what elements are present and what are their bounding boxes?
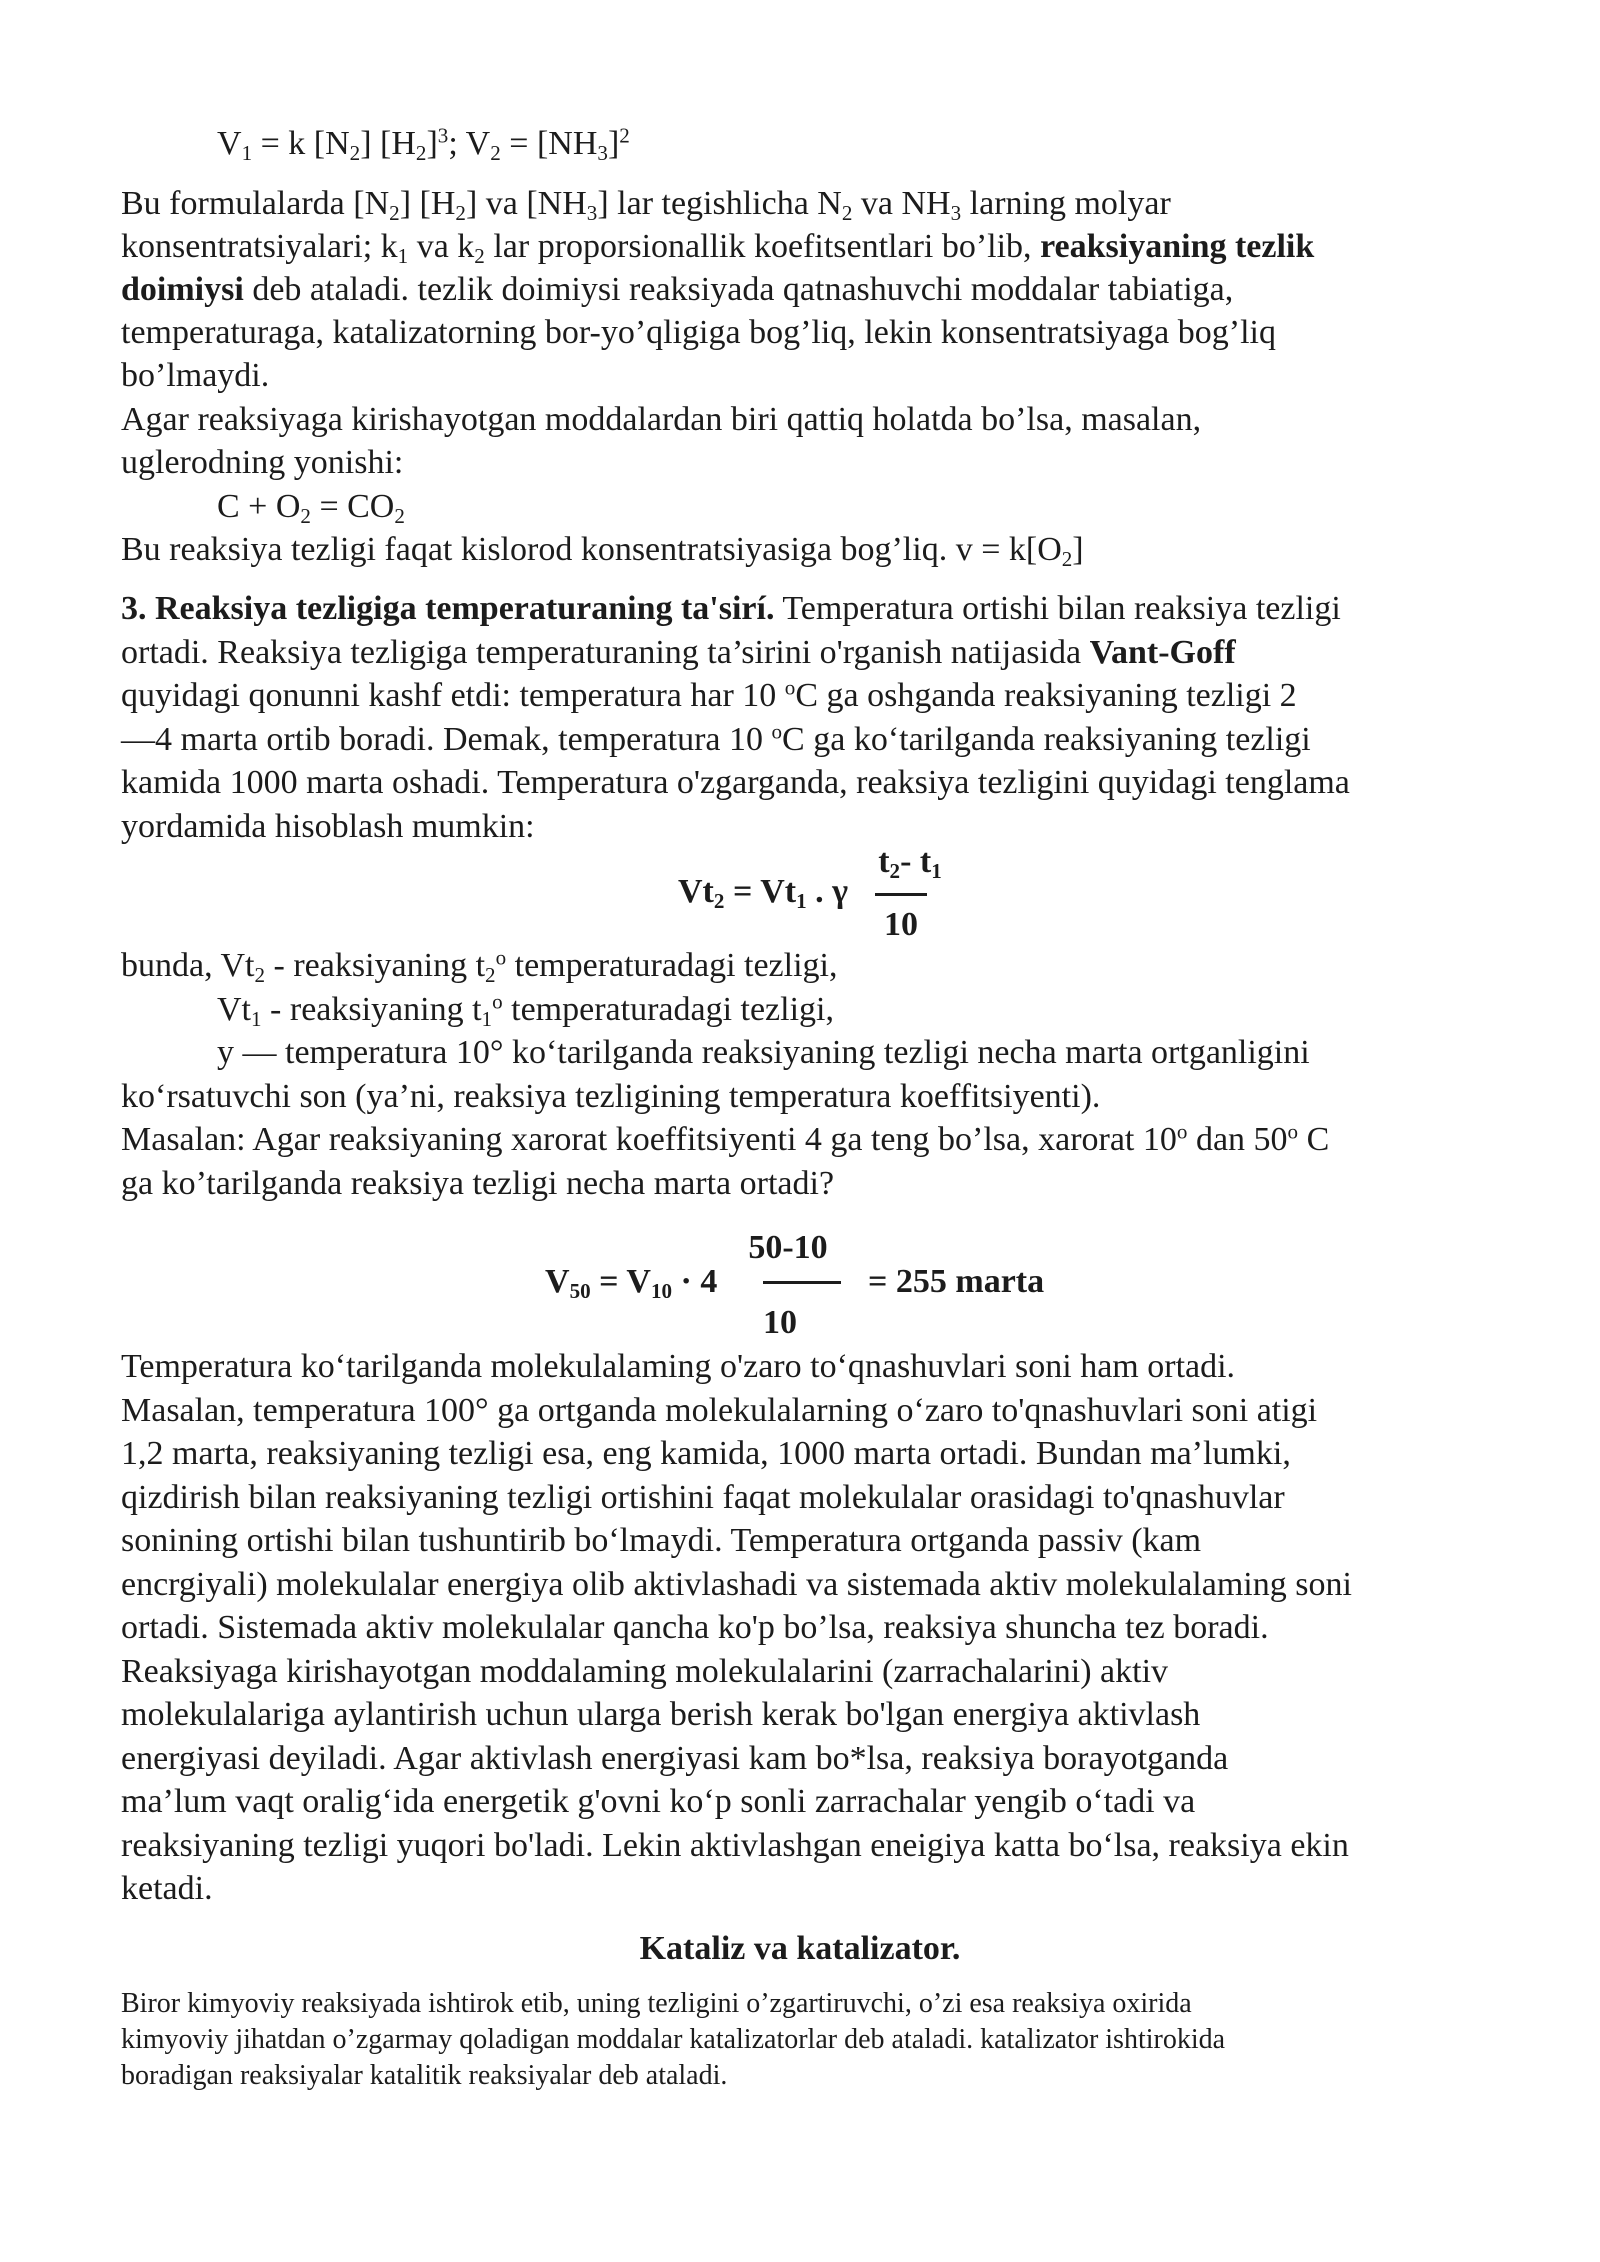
- text-line: boradigan reaksiyalar katalitik reaksiyalar deb ataladi.: [121, 2060, 728, 2091]
- text-line: sonining ortishi bilan tushuntirib bo‘lmaydi. Temperatura ortganda passiv (kam: [121, 1522, 1202, 1559]
- fraction-bar: [763, 1281, 841, 1284]
- text-line: Bu reaksiya tezligi faqat kislorod konsentratsiyasiga bog’liq. $v = k[O_2]$: [121, 531, 1084, 571]
- text-line: ma’lum vaqt oralig‘ida energetik g'ovni ko‘p sonli zarrachalar yengib o‘tadi va: [121, 1783, 1196, 1820]
- vant-hoff-lhs: $Vt_2 = Vt_1$ . γ: [678, 873, 849, 913]
- text-line: konsentratsiyalari; $k_1$ va $k_2$ lar proporsionallik koefitsentlari bo’lib, reaksiyaning tezlik: [121, 228, 1315, 268]
- text-line: $Vt_1$ - reaksiyaning $t_1^o$ temperaturadagi tezligi,: [217, 989, 834, 1031]
- text-line: energiyasi deyiladi. Agar aktivlash energiyasi kam bo*lsa, reaksiya borayotganda: [121, 1740, 1229, 1777]
- text-line: ga ko’tarilganda reaksiya tezligi necha marta ortadi?: [121, 1165, 835, 1202]
- text-line: kamida 1000 marta oshadi. Temperatura o'zgarganda, reaksiya tezligini quyidagi tenglama: [121, 764, 1350, 801]
- text-line: kimyoviy jihatdan o’zgarmay qoladigan moddalar katalizatorlar deb ataladi. katalizator ishtirokida: [121, 2024, 1226, 2055]
- text-line: ortadi. Sistemada aktiv molekulalar qancha ko'p bo’lsa, reaksiya shuncha tez boradi.: [121, 1609, 1269, 1646]
- text-line: ko‘rsatuvchi son (ya’ni, reaksiya tezligining temperatura koeffitsiyenti).: [121, 1078, 1101, 1115]
- example-result: = 255 marta: [868, 1263, 1045, 1300]
- example-exponent-denominator: 10: [763, 1304, 797, 1341]
- fraction-bar: [875, 893, 927, 896]
- text-line: yordamida hisoblash mumkin:: [121, 808, 535, 845]
- text-line: Temperatura ko‘tarilganda molekulalaming o'zaro to‘qnashuvlari soni ham ortadi.: [121, 1348, 1236, 1385]
- vant-hoff-exponent-numerator: $t_2-$ $t_1$: [878, 843, 942, 883]
- text-line: temperaturaga, katalizatorning bor-yo’qligiga bog’liq, lekin konsentratsiyaga bog’liq: [121, 314, 1276, 351]
- text-line: encrgiyali) molekulalar energiya olib aktivlashadi va sistemada aktiv molekulalaming soni: [121, 1566, 1352, 1603]
- text-line: qizdirish bilan reaksiyaning tezligi ortishini faqat molekulalar orasidagi to'qnashuvlar: [121, 1479, 1285, 1516]
- text-line: quyidagi qonunni kashf etdi: temperatura har 10 $^o$C ga oshganda reaksiyaning tezligi 2: [121, 675, 1297, 714]
- example-exponent-numerator: 50-10: [748, 1229, 828, 1266]
- text-line: Masalan: Agar reaksiyaning xarorat koeffitsiyenti 4 ga teng bo’lsa, xarorat 10$^o$ dan 50$^o$ C: [121, 1119, 1330, 1158]
- text-line: Biror kimyoviy reaksiyada ishtirok etib, uning tezligini o’zgartiruvchi, o’zi esa reaksiya oxirida: [121, 1988, 1192, 2019]
- section-heading: Kataliz va katalizator.: [639, 1930, 961, 1967]
- example-lhs: $V_{50} = V_{10} \cdot 4$: [545, 1263, 718, 1303]
- text-line: reaksiyaning tezligi yuqori bo'ladi. Lekin aktivlashgan eneigiya katta bo‘lsa, reaksiya ekin: [121, 1827, 1349, 1864]
- section-3-heading-line: 3. Reaksiya tezligiga temperaturaning ta'sirí. Temperatura ortishi bilan reaksiya tezligi: [121, 590, 1341, 627]
- rate-formula-1: $V_1 = k$ $[N_2]$ $[H_2]^3$; $V_2 = [NH_3]^2$: [217, 123, 630, 165]
- vant-hoff-exponent-denominator: 10: [884, 906, 918, 943]
- text-line: ketadi.: [121, 1870, 213, 1907]
- text-line: 1,2 marta, reaksiyaning tezligi esa, eng kamida, 1000 marta ortadi. Bundan ma’lumki,: [121, 1435, 1291, 1472]
- text-line: bunda, $Vt_2$ - reaksiyaning $t_2^o$ temperaturadagi tezligi,: [121, 945, 838, 987]
- text-line: Agar reaksiyaga kirishayotgan moddalardan biri qattiq holatda bo’lsa, masalan,: [121, 401, 1202, 438]
- text-line: Bu formulalarda $[N_2]$ $[H_2]$ va $[NH_3]$ lar tegishlicha $N_2$ va $NH_3$ larning molyar: [121, 185, 1171, 225]
- text-line: —4 marta ortib boradi. Demak, temperatura 10 $^o$C ga ko‘tarilganda reaksiyaning tezligi: [121, 719, 1311, 758]
- text-line: bo’lmaydi.: [121, 357, 270, 394]
- text-line: Reaksiyaga kirishayotgan moddalaming molekulalarini (zarrachalarini) aktiv: [121, 1653, 1169, 1690]
- text-line: molekulalariga aylantirish uchun ularga berish kerak bo'lgan energiya aktivlash: [121, 1696, 1201, 1733]
- text-line: doimiysi deb ataladi. tezlik doimiysi reaksiyada qatnashuvchi moddalar tabiatiga,: [121, 271, 1234, 308]
- text-line: y — temperatura 10° ko‘tarilganda reaksiyaning tezligi necha marta ortganligini: [217, 1034, 1310, 1071]
- carbon-combustion-formula: $C + O_2 = CO_2$: [217, 488, 405, 528]
- text-line: ortadi. Reaksiya tezligiga temperaturaning ta’sirini o'rganish natijasida Vant-Goff: [121, 634, 1236, 671]
- text-line: uglerodning yonishi:: [121, 444, 404, 481]
- text-line: Masalan, temperatura 100° ga ortganda molekulalarning o‘zaro to'qnashuvlari soni atigi: [121, 1392, 1318, 1429]
